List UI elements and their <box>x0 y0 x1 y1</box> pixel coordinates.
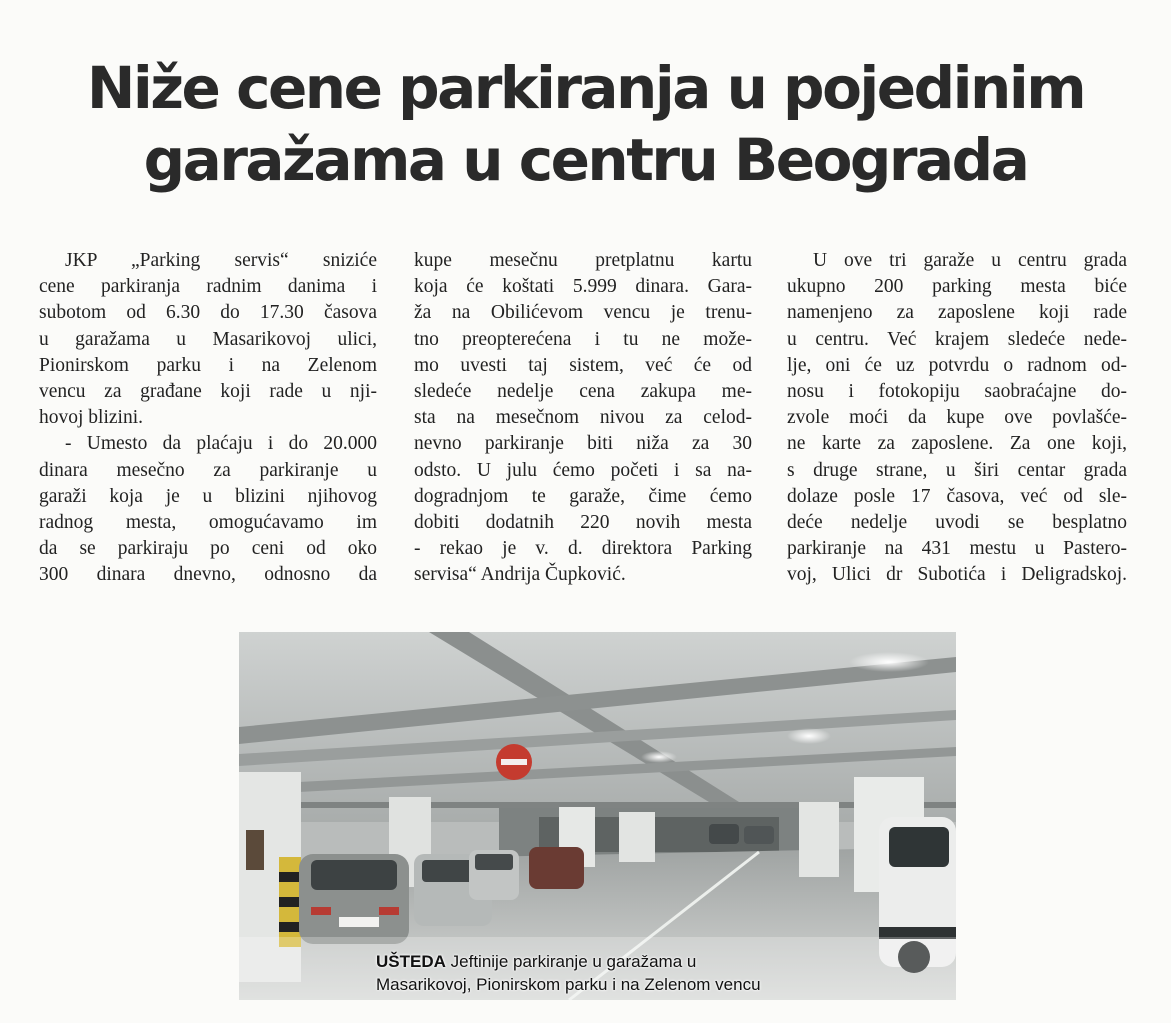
article-headline <box>0 52 1171 196</box>
text-line: deće nedelje uvodi se besplatno <box>787 511 1127 533</box>
text-line: nosu i fotokopiju saobraćajne do- <box>787 380 1127 402</box>
caption-label: UŠTEDA <box>376 952 446 971</box>
text-line: garaži koja je u blizini njihovog <box>39 485 377 507</box>
caption-text-line-1: Jeftinije parkiranje u garažama u <box>450 952 697 971</box>
text-line: ne karte za zaposlene. Za one koji, <box>787 433 1127 455</box>
text-line: subotom od 6.30 do 17.30 časova <box>39 302 377 324</box>
text-line: sledeće nedelje cena zakupa me- <box>414 380 752 402</box>
text-line: lje, oni će uz potvrdu o radnom od- <box>787 354 1127 376</box>
text-line: servisa“ Andrija Čupković. <box>414 564 626 586</box>
headline-line-1: Niže cene parkiranja u pojedinim <box>86 54 1085 122</box>
text-line: cene parkiranja radnim danima i <box>39 276 377 298</box>
text-line: ukupno 200 parking mesta biće <box>787 276 1127 298</box>
article-column-1 <box>39 248 377 588</box>
text-line: ža na Obilićevom vencu je trenu- <box>414 302 752 324</box>
text-line: parkiranje na 431 mestu u Pastero- <box>787 538 1127 560</box>
text-line: dobiti dodatnih 220 novih mesta <box>414 511 752 533</box>
text-line: nevno parkiranje biti niža za 30 <box>414 433 752 455</box>
text-line: kupe mesečnu pretplatnu kartu <box>414 250 752 271</box>
text-line: mo uvesti taj sistem, već će od <box>414 354 752 376</box>
text-line: dogradnjom te garaže, čime ćemo <box>414 485 752 507</box>
text-line: - Umesto da plaćaju i do 20.000 <box>65 433 377 455</box>
text-line: u centru. Već krajem sledeće nede- <box>787 328 1127 350</box>
text-line: radnog mesta, omogućavamo im <box>39 511 377 533</box>
text-line: koja će koštati 5.999 dinara. Gara- <box>414 276 752 298</box>
caption-text-line-2: Masarikovoj, Pionirskom parku i na Zelenom vencu <box>376 975 761 994</box>
text-line: Pionirskom parku i na Zelenom <box>39 354 377 376</box>
text-line: namenjeno za zaposlene koji rade <box>787 302 1127 324</box>
text-line: dolaze posle 17 časova, već od sle- <box>787 485 1127 507</box>
text-line: sta na mesečnom nivou za celod- <box>414 407 752 429</box>
text-line: s druge strane, u širi centar grada <box>787 459 1127 481</box>
text-line: zvole moći da kupe ove povlašće- <box>787 407 1127 429</box>
text-line: tno preopterećena i tu ne može- <box>414 328 752 350</box>
text-line: - rekao je v. d. direktora Parking <box>414 538 752 560</box>
text-line: voj, Ulici dr Subotića i Deligradskoj. <box>787 564 1127 586</box>
parking-garage-photo <box>239 632 956 1000</box>
text-line: 300 dinara dnevno, odnosno da <box>39 564 377 586</box>
text-line: U ove tri garaže u centru grada <box>813 250 1127 271</box>
text-line: dinara mesečno za parkiranje u <box>39 459 377 481</box>
text-line: vencu za građane koji rade u nji- <box>39 380 377 402</box>
text-line: da se parkiraju po ceni od oko <box>39 538 377 560</box>
text-line: JKP „Parking servis“ sniziće <box>65 250 377 271</box>
article-column-2 <box>414 248 752 588</box>
text-line: odsto. U julu ćemo početi i sa na- <box>414 459 752 481</box>
text-line: hovoj blizini. <box>39 407 143 429</box>
headline-line-2: garažama u centru Beograda <box>143 126 1028 194</box>
article-column-3 <box>787 248 1127 588</box>
text-line: u garažama u Masarikovoj ulici, <box>39 328 377 350</box>
photo-caption <box>376 950 876 996</box>
